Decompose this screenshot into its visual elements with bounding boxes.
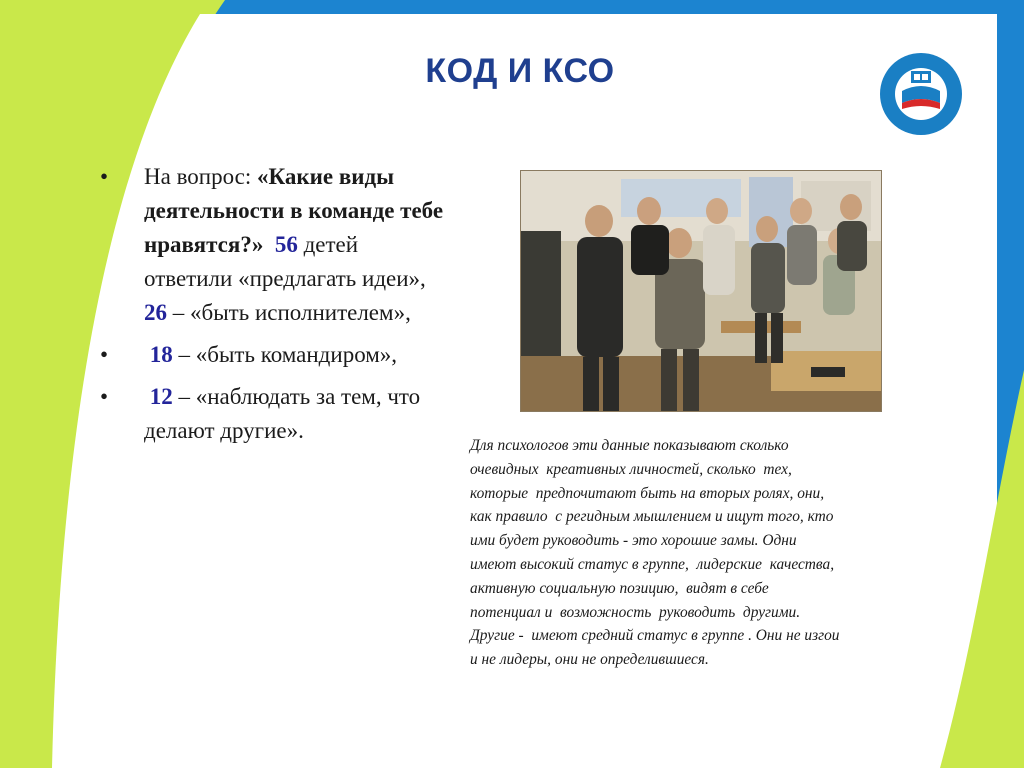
note-line: имеют высокий статус в группе, лидерские качества, [470, 555, 835, 573]
count-12: 12 [149, 384, 173, 409]
note-line: Для психологов эти данные показывают сколько [470, 437, 789, 454]
bullet-marker: • [100, 384, 109, 409]
count-56: 56 [274, 232, 298, 257]
national-projects-emblem-icon [878, 51, 964, 137]
question-text: «Какие виды деятельности в команде тебе нравятся?» [144, 164, 444, 257]
bullet-item-question [100, 160, 450, 330]
count-18: 18 [149, 342, 173, 367]
bullet-item-observer [100, 380, 450, 448]
note-line: которые предпочитают быть на вторых ролях, они, [470, 484, 825, 502]
observer-text: – «наблюдать за тем, что делают другие». [144, 384, 421, 443]
note-line: ими будет руководить - это хорошие замы. Одни [470, 532, 797, 550]
bullet-list [100, 160, 450, 448]
commander-text: – «быть командиром», [172, 342, 398, 367]
bullet-item-commander [100, 338, 450, 372]
note-line: потенциал и возможность руководить другими. [470, 603, 801, 621]
note-line: как правило с регидным мышлением и ищут того, кто [470, 508, 834, 526]
note-line: и не лидеры, они не определившиеся. [470, 651, 709, 669]
note-line: Другие - имеют средний статус в группе . Они не изгои [470, 627, 840, 645]
answer-text-2: – «быть исполнителем», [167, 300, 411, 325]
answer-text-1: детей ответили «предлагать идеи», [144, 232, 426, 291]
count-26: 26 [144, 300, 167, 325]
question-prefix: На вопрос: [144, 164, 258, 189]
classroom-photo [520, 170, 882, 412]
note-line: очевидных креативных личностей, сколько тех, [470, 460, 792, 478]
bullet-marker: • [100, 342, 109, 367]
slide-title: КОД И КСО [425, 52, 615, 90]
psychologist-note [470, 434, 960, 672]
bullet-marker: • [100, 164, 109, 189]
note-line: активную социальную позицию, видят в себе [470, 579, 769, 597]
